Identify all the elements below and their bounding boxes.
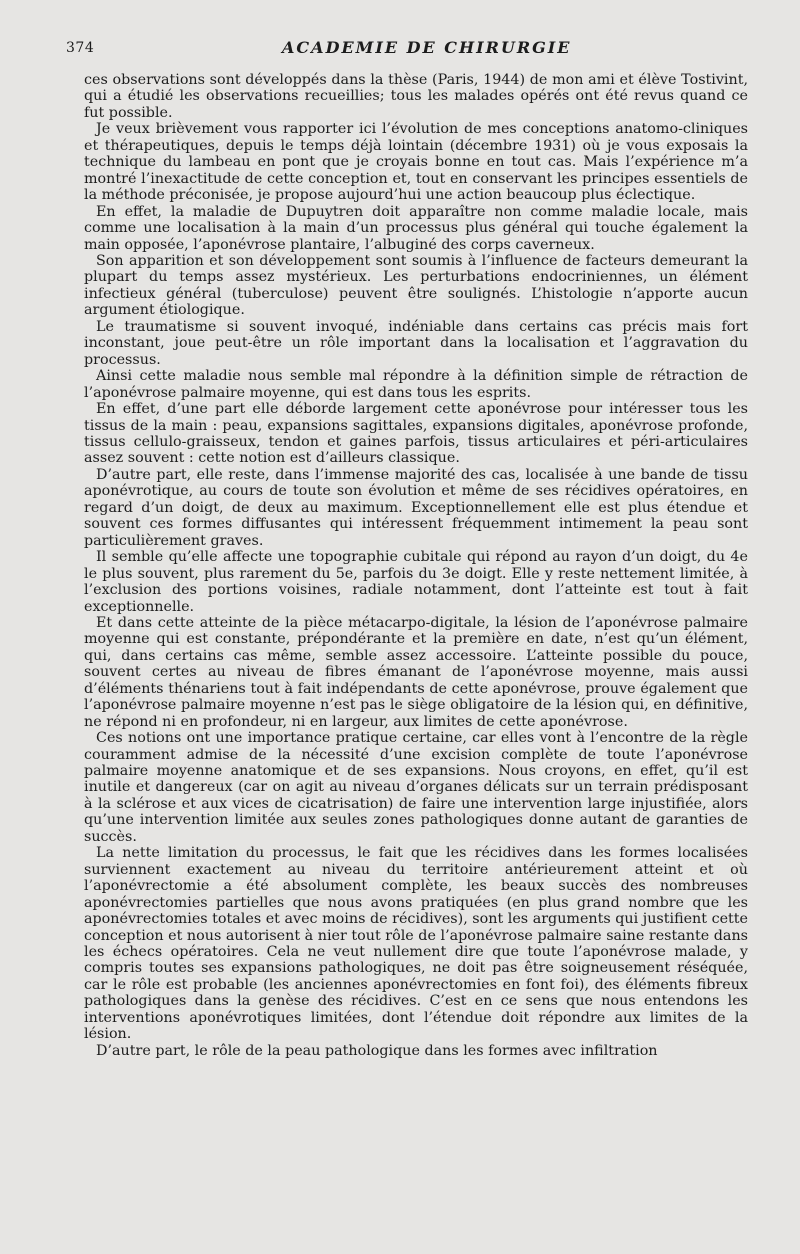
paragraph: Ces notions ont une importance pratique certaine, car elles vont à l’encontre de la règle couramment admise de la nécessité d’une excision complète de toute l’aponévrose palmaire moyenne anatomique et de ses expansions. Nous croyons, en effet, qu’il est inutile et dangereux (car on agit au niveau d’organes délicats sur un terrain prédisposant à la sclérose et aux vices de cicatrisation) de faire une intervention large injustifiée, alors qu’une intervention limitée aux seules zones pathologiques donne autant de garanties de succès. xyxy=(84,730,748,845)
paragraph: En effet, d’une part elle déborde largement cette aponévrose pour intéresser tous les tissus de la main : peau, expansions sagittales, expansions digitales, aponévrose profonde, tissus cellulo-graisseux, tendon et gaines parfois, tissus articulaires et péri-articulaires assez souvent : cette notion est d’ailleurs classique. xyxy=(84,401,748,467)
running-title: ACADEMIE DE CHIRURGIE xyxy=(282,38,572,57)
paragraph: Le traumatisme si souvent invoqué, indéniable dans certains cas précis mais fort inconstant, joue peut-être un rôle important dans la localisation et l’aggravation du processus. xyxy=(84,318,748,368)
body-text xyxy=(84,72,748,1059)
paragraph: Ainsi cette maladie nous semble mal répondre à la définition simple de rétraction de l’aponévrose palmaire moyenne, qui est dans tous les esprits. xyxy=(84,368,748,401)
paragraph: D’autre part, le rôle de la peau pathologique dans les formes avec infiltration xyxy=(96,1042,658,1059)
paragraph: Et dans cette atteinte de la pièce métacarpo-digitale, la lésion de l’aponévrose palmaire moyenne qui est constante, prépondérante et la première en date, n’est qu’un élément, qui, dans certains cas même, semble assez accessoire. L’atteinte possible du pouce, souvent certes au niveau de fibres émanant de l’aponévrose moyenne, mais aussi d’éléments thénariens tout à fait indépendants de cette aponévrose, prouve également que l’aponévrose palmaire moyenne n’est pas le siège obligatoire de la lésion qui, en définitive, ne répond ni en profondeur, ni en largeur, aux limites de cette aponévrose. xyxy=(84,614,748,730)
page-number: 374 xyxy=(66,40,95,56)
paragraph: Il semble qu’elle affecte une topographie cubitale qui répond au rayon d’un doigt, du 4e le plus souvent, plus rarement du 5e, parfois du 3e doigt. Elle y reste nettement limitée, à l’exclusion des portions voisines, radiale notamment, dont l’atteinte est tout à fait exceptionnelle. xyxy=(84,549,748,615)
paragraph: D’autre part, elle reste, dans l’immense majorité des cas, localisée à une bande de tissu aponévrotique, au cours de toute son évolution et même de ses récidives opératoires, en regard d’un doigt, de deux au maximum. Exceptionnellement elle est plus étendue et souvent ces formes diffusantes qui intéressent fréquemment intimement la peau sont particulièrement graves. xyxy=(84,466,748,549)
paragraph: ces observations sont développés dans la thèse (Paris, 1944) de mon ami et élève Tostivint, qui a étudié les observations recueillies; tous les malades opérés ont été revus quand ce fut possible. xyxy=(84,72,748,121)
paragraph: Je veux brièvement vous rapporter ici l’évolution de mes conceptions anatomo-cliniques et thérapeutiques, depuis le temps déjà lointain (décembre 1931) où je vous exposais la technique du lambeau en pont que je croyais bonne en tout cas. Mais l’expérience m’a montré l’inexactitude de cette conception et, tout en conservant les principes essentiels de la méthode préconisée, je propose aujourd’hui une action beaucoup plus éclectique. xyxy=(84,121,748,204)
page-header xyxy=(66,38,752,62)
paragraph: En effet, la maladie de Dupuytren doit apparaître non comme maladie locale, mais comme une localisation à la main d’un processus plus général qui touche également la main opposée, l’aponévrose plantaire, l’albuginé des corps caverneux. xyxy=(84,203,748,253)
paragraph: Son apparition et son développement sont soumis à l’influence de facteurs demeurant la plupart du temps assez mystérieux. Les perturbations endocriniennes, un élément infectieux général (tuberculose) peuvent être soulignés. L’histologie n’apporte aucun argument étiologique. xyxy=(84,252,748,319)
paragraph: La nette limitation du processus, le fait que les récidives dans les formes localisées surviennent exactement au niveau du territoire antérieurement atteint et où l’aponévrectomie a été absolument complète, les beaux succès des nombreuses aponévrectomies partielles que nous avons pratiquées (en plus grand nombre que les aponévrectomies totales et avec moins de récidives), sont les arguments qui justifient cette conception et nous autorisent à nier tout rôle de l’aponévrose palmaire saine restante dans les échecs opératoires. Cela ne veut nullement dire que toute l’aponévrose malade, y compris toutes ses expansions pathologiques, ne doit pas être soigneusement réséquée, car le rôle est probable (les anciennes aponévrectomies en font foi), des éléments fibreux pathologiques dans la genèse des récidives. C’est en ce sens que nous entendons les interventions aponévrotiques limitées, dont l’étendue doit répondre aux limites de la lésion. xyxy=(84,845,748,1043)
